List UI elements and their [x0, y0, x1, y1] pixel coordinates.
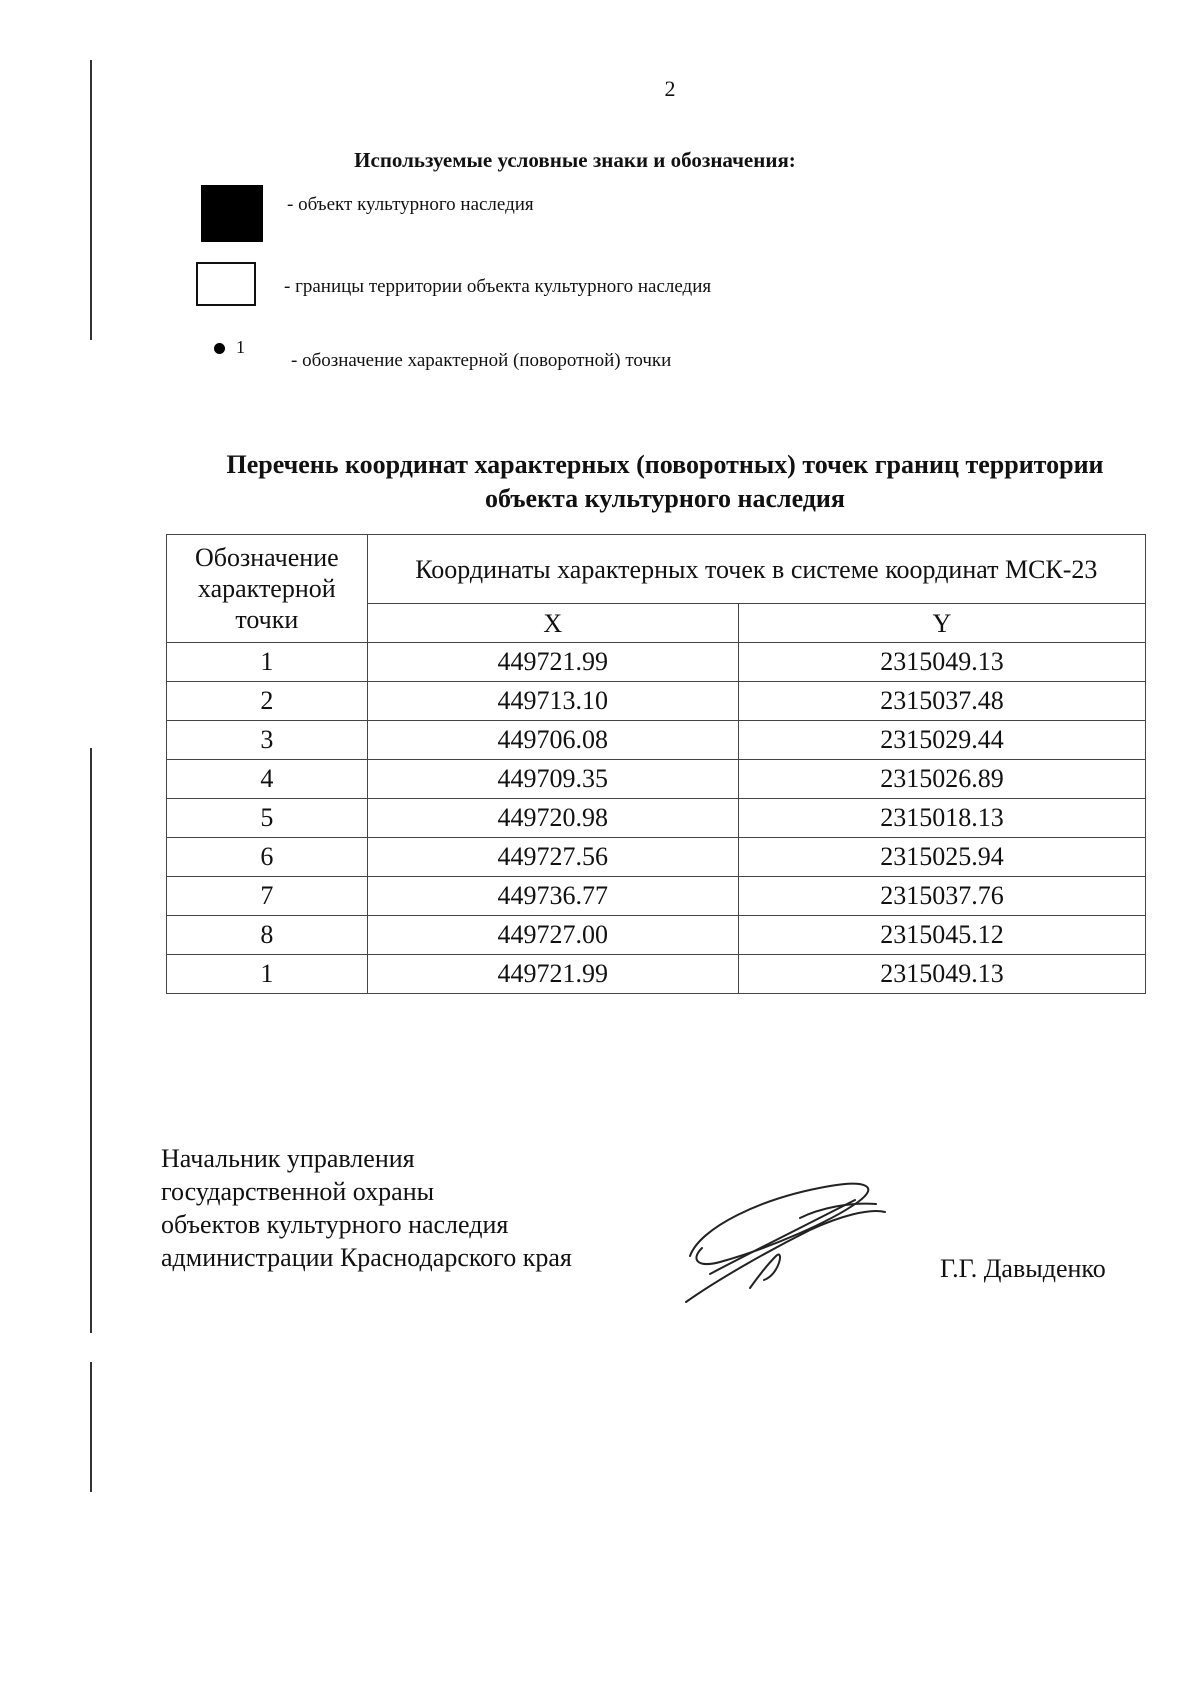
cell-x: 449713.10 [367, 682, 738, 721]
cell-x: 449709.35 [367, 760, 738, 799]
turning-point-dot-icon [214, 343, 225, 354]
signatory-position-line: администрации Краснодарского края [161, 1243, 572, 1272]
table-row [167, 955, 1146, 994]
signatory-position-line: Начальник управления [161, 1144, 415, 1173]
cell-point: 7 [167, 877, 368, 916]
header-y: Y [738, 604, 1145, 643]
table-title-line: объекта культурного наследия [485, 484, 845, 513]
cell-x: 449706.08 [367, 721, 738, 760]
signer-name: Г.Г. Давыденко [940, 1254, 1106, 1283]
turning-point-marker-number: 1 [236, 337, 245, 357]
margin-line [90, 60, 92, 340]
table-row [167, 877, 1146, 916]
table-row [167, 721, 1146, 760]
table-title [170, 448, 1160, 516]
cell-y: 2315026.89 [738, 760, 1145, 799]
cell-y: 2315037.48 [738, 682, 1145, 721]
cell-point: 5 [167, 799, 368, 838]
table-row [167, 799, 1146, 838]
signatory-position-line: объектов культурного наследия [161, 1210, 509, 1239]
cell-x: 449727.56 [367, 838, 738, 877]
table-row [167, 682, 1146, 721]
cultural-heritage-object-icon [201, 185, 263, 242]
cell-point: 2 [167, 682, 368, 721]
cell-y: 2315025.94 [738, 838, 1145, 877]
cell-point: 1 [167, 955, 368, 994]
header-x: X [367, 604, 738, 643]
cell-point: 3 [167, 721, 368, 760]
margin-line [90, 1362, 92, 1492]
cell-x: 449736.77 [367, 877, 738, 916]
cell-y: 2315045.12 [738, 916, 1145, 955]
cell-y: 2315049.13 [738, 643, 1145, 682]
cell-y: 2315049.13 [738, 955, 1145, 994]
table-row [167, 916, 1146, 955]
cell-point: 4 [167, 760, 368, 799]
cell-y: 2315029.44 [738, 721, 1145, 760]
signatory-position-line: государственной охраны [161, 1177, 435, 1206]
header-point-designation: Обозначение характерной точки [167, 535, 368, 643]
cell-x: 449721.99 [367, 955, 738, 994]
table-row [167, 838, 1146, 877]
cell-point: 1 [167, 643, 368, 682]
legend-item-text: - обозначение характерной (поворотной) точки [291, 350, 672, 371]
coordinates-table [166, 534, 1146, 994]
legend-title: Используемые условные знаки и обозначения: [354, 148, 796, 172]
legend-item-text: - границы территории объекта культурного наследия [284, 276, 712, 297]
cell-x: 449727.00 [367, 916, 738, 955]
cell-point: 8 [167, 916, 368, 955]
territory-boundary-icon [196, 262, 256, 306]
handwritten-signature [680, 1178, 890, 1308]
legend-item-text: - объект культурного наследия [287, 194, 534, 215]
margin-line [90, 748, 92, 1333]
cell-y: 2315037.76 [738, 877, 1145, 916]
table-title-line: Перечень координат характерных (поворотных) точек границ территории [226, 450, 1104, 479]
cell-y: 2315018.13 [738, 799, 1145, 838]
table-row [167, 643, 1146, 682]
cell-x: 449721.99 [367, 643, 738, 682]
page-number: 2 [664, 76, 676, 101]
cell-point: 6 [167, 838, 368, 877]
signatory-position [161, 1142, 572, 1274]
header-coordinates: Координаты характерных точек в системе координат МСК-23 [367, 535, 1145, 604]
table-row [167, 760, 1146, 799]
cell-x: 449720.98 [367, 799, 738, 838]
